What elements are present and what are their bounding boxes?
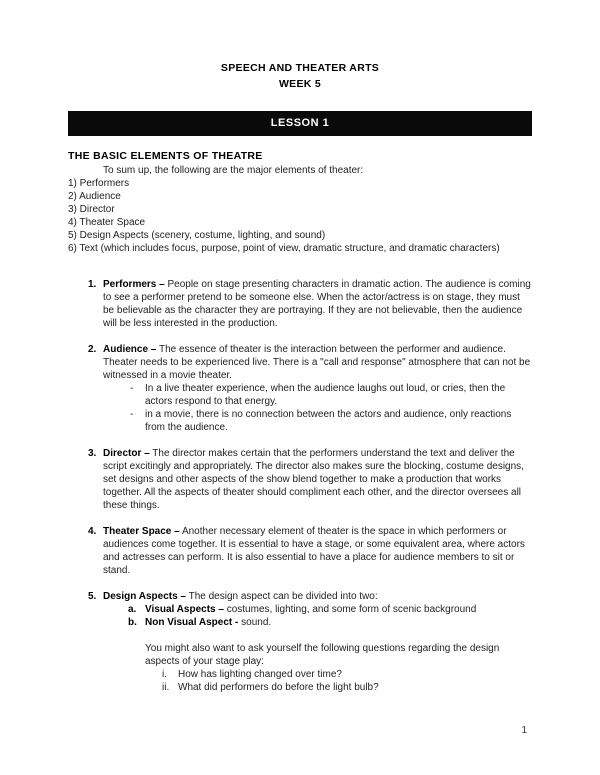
item-description: The essence of theater is the interaction between the performer and audience. Theater needs to be experienced live. There is a "call and response" atmosphere that can not be witnessed in a movie theater.	[103, 344, 531, 381]
item-description: People on stage presenting characters in dramatic action. The audience is coming to see a performer pretend to be someone else. When the actor/actress is on stage, they must be believable as the character they are portraying. If they are not believable, then the audience will be less interested in the production.	[103, 279, 531, 329]
overview-list	[68, 177, 532, 255]
section-heading: THE BASIC ELEMENTS OF THEATRE	[68, 150, 263, 162]
item-description: The design aspect can be divided into two:	[188, 591, 378, 602]
intro-line: To sum up, the following are the major elements of theater:	[103, 165, 364, 176]
sub-item-text	[145, 603, 532, 616]
bullet-text: In a live theater experience, when the audience laughs out loud, or cries, then the actors respond to that energy.	[145, 383, 506, 407]
question-item	[162, 668, 532, 681]
audience-bullet-list	[103, 382, 532, 434]
document-header	[68, 60, 532, 92]
item-term: Audience –	[103, 344, 157, 355]
list-item-director	[68, 447, 532, 512]
sub-item-letter: b.	[128, 617, 137, 628]
question-text: How has lighting changed over time?	[178, 669, 342, 680]
design-question-list	[103, 668, 532, 694]
list-item-design-aspects	[68, 590, 532, 694]
item-text	[103, 343, 532, 434]
bullet-item	[130, 408, 532, 434]
item-text	[103, 590, 532, 694]
sub-item-description: sound.	[241, 617, 272, 628]
sub-item-description: costumes, lighting, and some form of scenic background	[226, 604, 477, 615]
sub-item-term: Non Visual Aspect -	[145, 617, 239, 628]
overview-item-audience: 2) Audience	[68, 191, 121, 202]
item-text	[103, 278, 532, 330]
item-term: Design Aspects –	[103, 591, 186, 602]
question-text: What did performers do before the light bulb?	[178, 682, 379, 693]
sub-item-visual	[128, 603, 532, 616]
item-number: 3.	[88, 448, 97, 459]
overview-item-director: 3) Director	[68, 204, 115, 215]
bullet-dash: -	[130, 383, 134, 394]
question-item	[162, 681, 532, 694]
question-numeral: i.	[162, 669, 167, 680]
question-numeral: ii.	[162, 682, 170, 693]
item-number: 5.	[88, 591, 97, 602]
design-questions-note: You might also want to ask yourself the following questions regarding the design aspects of your stage play:	[145, 643, 500, 667]
overview-item-design-aspects: 5) Design Aspects (scenery, costume, lighting, and sound)	[68, 230, 326, 241]
item-term: Theater Space –	[103, 526, 180, 537]
sub-item-letter: a.	[128, 604, 137, 615]
item-term: Performers –	[103, 279, 165, 290]
item-term: Director –	[103, 448, 150, 459]
sub-item-text	[145, 616, 532, 629]
lesson-banner	[68, 111, 532, 136]
item-number: 4.	[88, 526, 97, 537]
bullet-item	[130, 382, 532, 408]
doc-title-line-1: SPEECH AND THEATER ARTS	[220, 62, 380, 74]
bullet-text: in a movie, there is no connection between the actors and audience, only reactions from the audience.	[145, 409, 512, 433]
page-number: 1	[521, 725, 527, 736]
numbered-list	[68, 278, 532, 694]
item-number: 2.	[88, 344, 97, 355]
item-number: 1.	[88, 279, 97, 290]
sub-item-non-visual	[128, 616, 532, 629]
overview-item-performers: 1) Performers	[68, 178, 130, 189]
sub-item-term: Visual Aspects –	[145, 604, 224, 615]
list-item-performers	[68, 278, 532, 330]
item-description: The director makes certain that the performers understand the text and deliver the script excitingly and appropriately. The director also makes sure the blocking, costume designs, set designs and other aspects of the show blend together to make a production that works together. All the aspects of theater should compliment each other, and the director oversees all these things.	[103, 448, 524, 511]
item-text	[103, 525, 532, 577]
design-aspects-sub-list	[103, 603, 532, 629]
item-text	[103, 447, 532, 512]
list-item-theater-space	[68, 525, 532, 577]
overview-item-text: 6) Text (which includes focus, purpose, point of view, dramatic structure, and dramatic characters)	[68, 243, 500, 254]
overview-item-theater-space: 4) Theater Space	[68, 217, 146, 228]
doc-title-line-2: WEEK 5	[278, 78, 322, 90]
bullet-dash: -	[130, 409, 134, 420]
item-description: Another necessary element of theater is the space in which performers or audiences come together. It is essential to have a stage, or some equivalent area, where actors and actresses can perform. It is also essential to have a place for audience members to sit or stand.	[103, 526, 525, 576]
lesson-banner-label: LESSON 1	[270, 117, 330, 129]
list-item-audience	[68, 343, 532, 434]
